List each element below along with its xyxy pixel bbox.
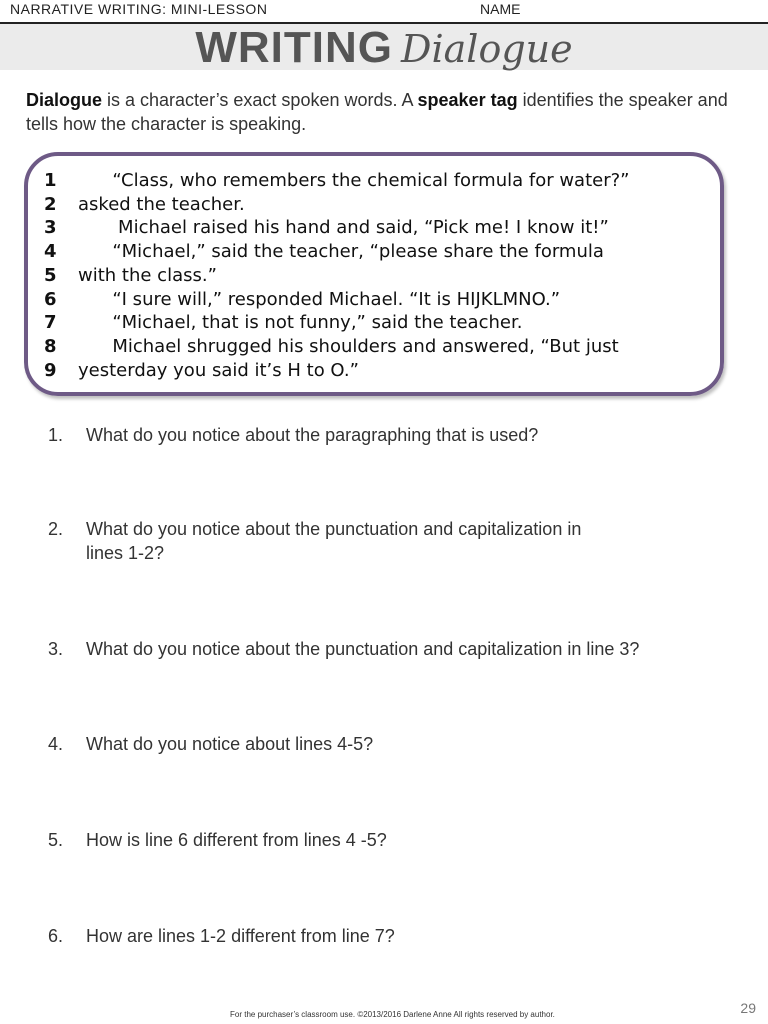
line-number: 9 [44, 360, 57, 381]
question-text: What do you notice about the punctuation and capitalization in line 3? [86, 639, 640, 659]
question-number: 2. [48, 519, 64, 539]
question-2 [48, 517, 581, 565]
definition-text-2: identifies the speaker and tells how the character is speaking. [26, 90, 728, 134]
line-number: 5 [44, 265, 57, 286]
line-number: 3 [44, 217, 57, 238]
copyright-footer: For the purchaser’s classroom use. ©2013/2016 Darlene Anne All rights reserved by author. [230, 1010, 555, 1019]
passage-line [44, 193, 245, 217]
line-number: 4 [44, 241, 57, 262]
line-text: “I sure will,” responded Michael. “It is HIJKLMNO.” [78, 289, 561, 310]
line-number: 1 [44, 170, 57, 191]
question-3 [48, 637, 639, 661]
question-text: What do you notice about the punctuation and capitalization in [86, 519, 582, 539]
passage-line [44, 288, 560, 312]
line-text: with the class.” [78, 265, 217, 286]
line-number: 6 [44, 289, 57, 310]
question-5 [48, 828, 387, 852]
header-bar [0, 0, 768, 24]
question-text: What do you notice about lines 4-5? [86, 734, 374, 754]
passage-line [44, 311, 522, 335]
title-writing: WRITING [195, 23, 394, 72]
passage-line [44, 335, 619, 359]
name-label: NAME [480, 1, 521, 17]
question-1 [48, 423, 538, 447]
term-speaker-tag: speaker tag [417, 90, 518, 110]
passage-line [44, 216, 609, 240]
line-number: 8 [44, 336, 57, 357]
definition-text-1: is a character’s exact spoken words. A [102, 90, 418, 110]
line-text: “Michael,” said the teacher, “please share the formula [78, 241, 604, 262]
question-number: 5. [48, 830, 64, 850]
line-number: 2 [44, 194, 57, 215]
question-number: 6. [48, 926, 64, 946]
term-dialogue: Dialogue [26, 90, 103, 110]
line-text: “Class, who remembers the chemical formula for water?” [78, 170, 630, 191]
line-text: Michael shrugged his shoulders and answered, “But just [78, 336, 619, 357]
question-text: What do you notice about the paragraphing that is used? [86, 425, 539, 445]
line-number: 7 [44, 312, 57, 333]
line-text: asked the teacher. [78, 194, 245, 215]
question-number: 1. [48, 425, 64, 445]
passage-line [44, 240, 604, 264]
passage-line [44, 264, 217, 288]
page-title [0, 25, 768, 72]
question-4 [48, 732, 373, 756]
line-text: “Michael, that is not funny,” said the teacher. [78, 312, 523, 333]
definition-paragraph [26, 88, 746, 136]
question-text: How are lines 1-2 different from line 7? [86, 926, 395, 946]
question-number: 4. [48, 734, 64, 754]
question-text-continued: lines 1-2? [86, 543, 165, 563]
passage-line [44, 359, 359, 383]
page-number: 29 [740, 1000, 756, 1016]
passage-line [44, 169, 630, 193]
question-number: 3. [48, 639, 64, 659]
section-label: NARRATIVE WRITING: MINI-LESSON [10, 1, 268, 17]
line-text: yesterday you said it’s H to O.” [78, 360, 359, 381]
question-6 [48, 924, 395, 948]
question-text: How is line 6 different from lines 4 -5? [86, 830, 387, 850]
line-text: Michael raised his hand and said, “Pick me! I know it!” [78, 217, 609, 238]
title-dialogue: Dialogue [401, 27, 573, 71]
